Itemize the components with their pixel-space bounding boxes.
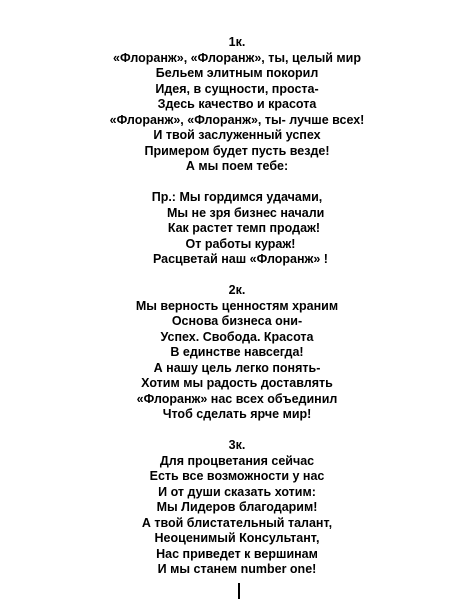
verse-3-line: Для процветания сейчас <box>159 453 315 468</box>
verse-2-line: Хотим мы радость доставлять <box>141 376 333 390</box>
blank-line <box>0 268 474 284</box>
chorus-line: Расцветай наш «Флоранж» ! <box>146 252 328 266</box>
verse-3-line: Неоценимый Консультант, <box>154 531 320 545</box>
verse-2-line: А нашу цель легко понять- <box>153 360 321 375</box>
song-lyrics <box>0 35 474 578</box>
verse-1-line: А мы поем тебе: <box>185 159 289 173</box>
chorus-line: Как растет темп продаж! <box>153 221 321 235</box>
chorus-line: Пр.: Мы гордимся удачами, <box>151 190 323 204</box>
verse-2-line: В единстве навсегда! <box>170 345 304 359</box>
verse-2-line: Чтоб сделать ярче мир! <box>162 407 312 421</box>
verse-2-line: «Флоранж» нас всех объединил <box>136 391 338 406</box>
blank-line <box>0 175 474 191</box>
chorus-line: Мы не зря бизнес начали <box>149 205 325 220</box>
verse-3-line: И мы станем number one! <box>157 562 317 576</box>
verse-3-heading: 3к. <box>228 438 246 452</box>
verse-1-line: Бельем элитным покорил <box>155 66 319 80</box>
verse-1-line: «Флоранж», «Флоранж», ты- лучше всех! <box>109 112 365 127</box>
verse-1-line: «Флоранж», «Флоранж», ты, целый мир <box>113 50 361 65</box>
verse-2-line: Успех. Свобода. Красота <box>160 329 314 344</box>
verse-2-line: Мы верность ценностям храним <box>135 298 339 313</box>
verse-2-heading: 2к. <box>228 283 246 297</box>
verse-1-line: Здесь качество и красота <box>157 97 317 111</box>
verse-1-line: Идея, в сущности, проста- <box>155 81 319 96</box>
verse-1-heading: 1к. <box>228 35 246 49</box>
verse-1-line: Примером будет пусть везде! <box>144 143 330 158</box>
verse-1-line: И твой заслуженный успех <box>153 128 321 142</box>
verse-3-line: Есть все возможности у нас <box>149 469 325 483</box>
chorus-line: От работы кураж! <box>178 236 296 251</box>
text-cursor <box>238 583 240 599</box>
verse-3-line: Нас приведет к вершинам <box>156 546 318 561</box>
verse-3-line: Мы Лидеров благодарим! <box>156 500 318 514</box>
verse-3-line: И от души сказать хотим: <box>158 484 316 499</box>
verse-3-line: А твой блистательный талант, <box>141 515 333 530</box>
verse-2-line: Основа бизнеса они- <box>171 314 303 328</box>
blank-line <box>0 423 474 439</box>
